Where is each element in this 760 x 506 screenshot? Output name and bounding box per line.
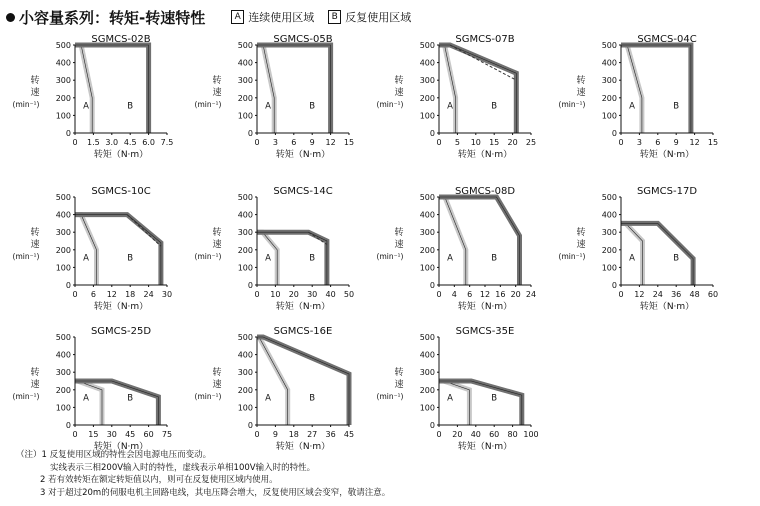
y-label-char-1: 转	[212, 368, 222, 378]
region-label-a: A	[83, 393, 89, 404]
x-axis-label: 转矩（N·m）	[639, 302, 695, 312]
region-label-a: A	[629, 101, 635, 112]
y-tick-label: 400	[237, 210, 253, 220]
y-label-unit: (min⁻¹)	[194, 392, 222, 401]
x-tick-label: 6.0	[142, 138, 155, 147]
region-label-b: B	[309, 101, 316, 112]
y-tick-label: 300	[601, 76, 617, 86]
x-axis-label: 转矩（N·m）	[639, 150, 695, 160]
chart-title: SGMCS-16E	[273, 326, 333, 337]
x-tick-label: 20	[288, 290, 299, 299]
chart-title: SGMCS-04C	[637, 34, 697, 45]
y-label-char-2: 速	[212, 240, 222, 250]
x-axis-label: 转矩（N·m）	[275, 150, 331, 160]
y-tick-label: 200	[237, 245, 253, 255]
y-tick-label: 100	[601, 263, 617, 273]
y-tick-label: 100	[419, 111, 435, 121]
y-tick-label: 200	[601, 245, 617, 255]
region-label-b: B	[491, 101, 498, 112]
legend-key-a: A	[231, 10, 244, 24]
y-tick-label: 200	[419, 245, 435, 255]
region-label-a: A	[447, 253, 453, 264]
x-tick-label: 40	[325, 290, 336, 299]
x-tick-label: 0	[72, 138, 78, 147]
x-axis-label: 转矩（N·m）	[93, 150, 149, 160]
chart-sgmcs-25d	[13, 326, 173, 452]
y-label-unit: (min⁻¹)	[194, 100, 222, 109]
x-tick-label: 30	[161, 290, 173, 299]
chart-sgmcs-17d	[559, 186, 719, 312]
legend-label-b: 反复使用区域	[345, 11, 412, 24]
y-tick-label: 500	[55, 41, 71, 50]
y-label-char-1: 转	[576, 76, 586, 86]
y-tick-label: 400	[237, 58, 253, 68]
chart-title: SGMCS-10C	[91, 186, 151, 197]
legend-key-b: B	[328, 10, 341, 24]
y-tick-label: 0	[65, 421, 71, 430]
x-tick-label: 60	[143, 430, 154, 439]
series-line-b	[439, 45, 516, 133]
x-tick-label: 12	[325, 138, 336, 147]
x-tick-label: 3	[636, 138, 642, 147]
x-tick-label: 45	[125, 430, 136, 439]
y-tick-label: 200	[419, 385, 435, 395]
y-tick-label: 500	[419, 193, 435, 202]
y-tick-label: 300	[55, 368, 71, 378]
y-tick-label: 400	[601, 210, 617, 220]
y-tick-label: 0	[247, 421, 253, 430]
chart-title: SGMCS-35E	[455, 326, 515, 337]
x-tick-label: 60	[489, 430, 500, 439]
y-label-unit: (min⁻¹)	[12, 100, 40, 109]
y-tick-label: 200	[237, 385, 253, 395]
chart-title: SGMCS-14C	[273, 186, 333, 197]
y-tick-label: 300	[419, 228, 435, 238]
x-tick-label: 60	[707, 290, 719, 299]
chart-title: SGMCS-02B	[91, 34, 151, 45]
y-tick-label: 400	[419, 58, 435, 68]
x-tick-label: 18	[288, 430, 299, 439]
x-tick-label: 0	[436, 290, 442, 299]
x-tick-label: 20	[452, 430, 463, 439]
x-tick-label: 0	[254, 138, 260, 147]
x-tick-label: 12	[634, 290, 645, 299]
y-tick-label: 500	[55, 333, 71, 342]
note-1: （注）1 反复使用区域的特性会因电源电压而变动。	[16, 450, 212, 460]
y-tick-label: 400	[601, 58, 617, 68]
x-tick-label: 12	[479, 290, 491, 299]
y-tick-label: 200	[55, 93, 71, 103]
legend-label-a: 连续使用区域	[248, 11, 315, 24]
x-tick-label: 0	[436, 430, 442, 439]
x-tick-label: 50	[343, 290, 355, 299]
x-tick-label: 15	[343, 138, 355, 147]
x-axis-label: 转矩（N·m）	[457, 442, 513, 452]
chart-title: SGMCS-08D	[454, 186, 516, 197]
y-label-unit: (min⁻¹)	[12, 392, 40, 401]
y-tick-label: 400	[55, 58, 71, 68]
y-tick-label: 500	[419, 41, 435, 50]
y-label-char-1: 转	[394, 228, 404, 238]
region-label-b: B	[309, 393, 316, 404]
x-tick-label: 27	[307, 430, 318, 439]
y-tick-label: 300	[419, 76, 435, 86]
y-label-char-2: 速	[576, 88, 586, 98]
y-tick-label: 500	[601, 41, 617, 50]
y-tick-label: 500	[237, 193, 253, 202]
region-label-a: A	[265, 393, 271, 404]
y-tick-label: 500	[419, 333, 435, 342]
x-tick-label: 12	[689, 138, 700, 147]
x-tick-label: 30	[307, 290, 318, 299]
y-label-unit: (min⁻¹)	[194, 252, 222, 261]
x-tick-label: 0	[72, 290, 78, 299]
note-1b: 实线表示三相200V输入时的特性，虚线表示单相100V输入时的特性。	[50, 462, 316, 473]
y-tick-label: 200	[419, 93, 435, 103]
x-tick-label: 24	[143, 290, 154, 299]
region-label-b: B	[127, 253, 134, 264]
y-tick-label: 500	[237, 41, 253, 50]
x-tick-label: 10	[470, 138, 481, 147]
y-tick-label: 100	[237, 403, 253, 413]
x-tick-label: 36	[671, 290, 682, 299]
chart-sgmcs-02b	[13, 34, 174, 160]
y-tick-label: 0	[611, 129, 617, 138]
y-label-char-1: 转	[30, 228, 40, 238]
series-outline-b	[257, 337, 349, 425]
chart-sgmcs-07b	[377, 34, 537, 160]
y-tick-label: 0	[247, 129, 253, 138]
y-tick-label: 300	[55, 76, 71, 86]
x-tick-label: 75	[161, 430, 173, 439]
x-axis-label: 转矩（N·m）	[457, 302, 513, 312]
y-tick-label: 100	[55, 263, 71, 273]
y-tick-label: 200	[55, 385, 71, 395]
y-label-char-2: 速	[30, 240, 40, 250]
x-tick-label: 45	[343, 430, 355, 439]
x-tick-label: 24	[525, 290, 537, 299]
chart-sgmcs-05b	[195, 34, 355, 160]
y-label-char-2: 速	[212, 88, 222, 98]
y-tick-label: 300	[419, 368, 435, 378]
chart-sgmcs-35e	[377, 326, 539, 452]
note-3: 3 对于超过20m的伺服电机主回路电线，其电压降会增大，反复使用区域会变窄，敬请注意。	[40, 487, 391, 498]
x-tick-label: 15	[707, 138, 719, 147]
y-tick-label: 200	[55, 245, 71, 255]
y-tick-label: 500	[601, 193, 617, 202]
note-2: 2 若有效转矩在额定转矩值以内，则可在反复使用区域内使用。	[40, 475, 278, 485]
x-tick-label: 24	[652, 290, 663, 299]
x-tick-label: 0	[618, 290, 624, 299]
region-label-a: A	[629, 253, 635, 264]
x-tick-label: 40	[470, 430, 481, 439]
chart-sgmcs-08d	[377, 186, 537, 312]
y-label-char-1: 转	[30, 368, 40, 378]
y-tick-label: 0	[65, 281, 71, 290]
x-tick-label: 3.0	[105, 138, 119, 147]
series-outline-a	[257, 337, 288, 425]
x-tick-label: 0	[618, 138, 624, 147]
y-label-char-2: 速	[30, 88, 40, 98]
series-line-a	[621, 45, 642, 133]
notes	[16, 449, 390, 499]
y-label-unit: (min⁻¹)	[376, 100, 404, 109]
y-label-char-1: 转	[576, 228, 586, 238]
region-label-b: B	[491, 253, 498, 264]
y-tick-label: 300	[237, 76, 253, 86]
y-label-char-2: 速	[394, 380, 404, 390]
region-label-a: A	[447, 393, 453, 404]
y-tick-label: 200	[237, 93, 253, 103]
x-axis-label: 转矩（N·m）	[275, 442, 331, 452]
region-label-b: B	[309, 253, 316, 264]
x-tick-label: 15	[88, 430, 99, 439]
y-label-unit: (min⁻¹)	[558, 252, 586, 261]
series-line-a	[439, 197, 466, 285]
series-line-b-100v-	[450, 45, 516, 80]
x-tick-label: 6	[291, 138, 297, 147]
x-tick-label: 30	[106, 430, 117, 439]
x-tick-label: 25	[525, 138, 537, 147]
chart-title: SGMCS-17D	[636, 186, 698, 197]
chart-sgmcs-04c	[559, 34, 719, 160]
y-tick-label: 400	[55, 350, 71, 360]
y-label-char-2: 速	[394, 88, 404, 98]
x-tick-label: 20	[507, 138, 518, 147]
region-label-b: B	[127, 393, 134, 404]
y-tick-label: 200	[601, 93, 617, 103]
region-label-a: A	[83, 101, 89, 112]
x-tick-label: 36	[325, 430, 336, 439]
x-tick-label: 6	[90, 290, 96, 299]
x-tick-label: 9	[673, 138, 679, 147]
region-label-a: A	[83, 253, 89, 264]
y-label-char-1: 转	[212, 76, 222, 86]
y-tick-label: 0	[429, 421, 435, 430]
y-tick-label: 500	[55, 193, 71, 202]
series-outline-a	[75, 215, 97, 285]
x-tick-label: 6	[655, 138, 661, 147]
y-label-char-1: 转	[30, 76, 40, 86]
region-label-a: A	[265, 101, 271, 112]
x-tick-label: 48	[689, 290, 700, 299]
x-tick-label: 1.5	[87, 138, 100, 147]
y-tick-label: 0	[65, 129, 71, 138]
x-tick-label: 0	[436, 138, 442, 147]
region-label-a: A	[265, 253, 271, 264]
x-tick-label: 9	[272, 430, 278, 439]
y-tick-label: 0	[429, 129, 435, 138]
y-tick-label: 500	[237, 333, 253, 342]
x-tick-label: 7.5	[160, 138, 174, 147]
y-tick-label: 100	[601, 111, 617, 121]
chart-sgmcs-16e	[195, 326, 355, 452]
chart-title: SGMCS-25D	[90, 326, 152, 337]
page-title: 小容量系列：转矩-转速特性	[19, 8, 206, 27]
y-tick-label: 100	[237, 111, 253, 121]
x-tick-label: 4	[451, 290, 457, 299]
y-tick-label: 300	[55, 228, 71, 238]
region-label-b: B	[673, 101, 680, 112]
y-tick-label: 0	[611, 281, 617, 290]
x-axis-label: 转矩（N·m）	[93, 302, 149, 312]
x-tick-label: 0	[254, 290, 260, 299]
y-label-char-2: 速	[394, 240, 404, 250]
y-tick-label: 100	[237, 263, 253, 273]
chart-sgmcs-14c	[195, 186, 355, 312]
chart-sgmcs-10c	[13, 186, 173, 312]
x-tick-label: 15	[489, 138, 500, 147]
y-label-char-1: 转	[212, 228, 222, 238]
x-axis-label: 转矩（N·m）	[275, 302, 331, 312]
region-label-b: B	[491, 393, 498, 404]
x-axis-label: 转矩（N·m）	[93, 442, 149, 452]
y-tick-label: 400	[55, 210, 71, 220]
y-label-unit: (min⁻¹)	[376, 392, 404, 401]
y-tick-label: 0	[429, 281, 435, 290]
region-label-a: A	[447, 101, 453, 112]
chart-title: SGMCS-05B	[273, 34, 333, 45]
x-tick-label: 6	[467, 290, 473, 299]
x-tick-label: 12	[106, 290, 117, 299]
y-label-char-2: 速	[212, 380, 222, 390]
series-line-a	[439, 381, 469, 425]
y-tick-label: 100	[55, 111, 71, 121]
y-tick-label: 300	[601, 228, 617, 238]
x-tick-label: 80	[507, 430, 518, 439]
y-label-char-2: 速	[576, 240, 586, 250]
y-label-unit: (min⁻¹)	[376, 252, 404, 261]
y-tick-label: 100	[419, 403, 435, 413]
x-tick-label: 100	[523, 430, 539, 439]
y-label-unit: (min⁻¹)	[558, 100, 586, 109]
y-tick-label: 100	[419, 263, 435, 273]
x-tick-label: 10	[270, 290, 281, 299]
region-label-b: B	[127, 101, 134, 112]
x-tick-label: 0	[254, 430, 260, 439]
y-tick-label: 100	[55, 403, 71, 413]
chart-title: SGMCS-07B	[455, 34, 515, 45]
x-axis-label: 转矩（N·m）	[457, 150, 513, 160]
y-label-unit: (min⁻¹)	[12, 252, 40, 261]
x-tick-label: 3	[272, 138, 278, 147]
x-tick-label: 5	[454, 138, 460, 147]
y-tick-label: 400	[419, 350, 435, 360]
region-label-b: B	[673, 253, 680, 264]
x-tick-label: 18	[125, 290, 136, 299]
x-tick-label: 9	[309, 138, 315, 147]
y-tick-label: 400	[419, 210, 435, 220]
y-label-char-2: 速	[30, 380, 40, 390]
y-label-char-1: 转	[394, 76, 404, 86]
series-line-b	[257, 337, 349, 425]
y-tick-label: 300	[237, 368, 253, 378]
x-tick-label: 4.5	[123, 138, 137, 147]
y-tick-label: 300	[237, 228, 253, 238]
y-tick-label: 0	[247, 281, 253, 290]
x-tick-label: 20	[510, 290, 521, 299]
x-tick-label: 0	[72, 430, 78, 439]
x-tick-label: 16	[495, 290, 506, 299]
y-tick-label: 400	[237, 350, 253, 360]
y-label-char-1: 转	[394, 368, 404, 378]
